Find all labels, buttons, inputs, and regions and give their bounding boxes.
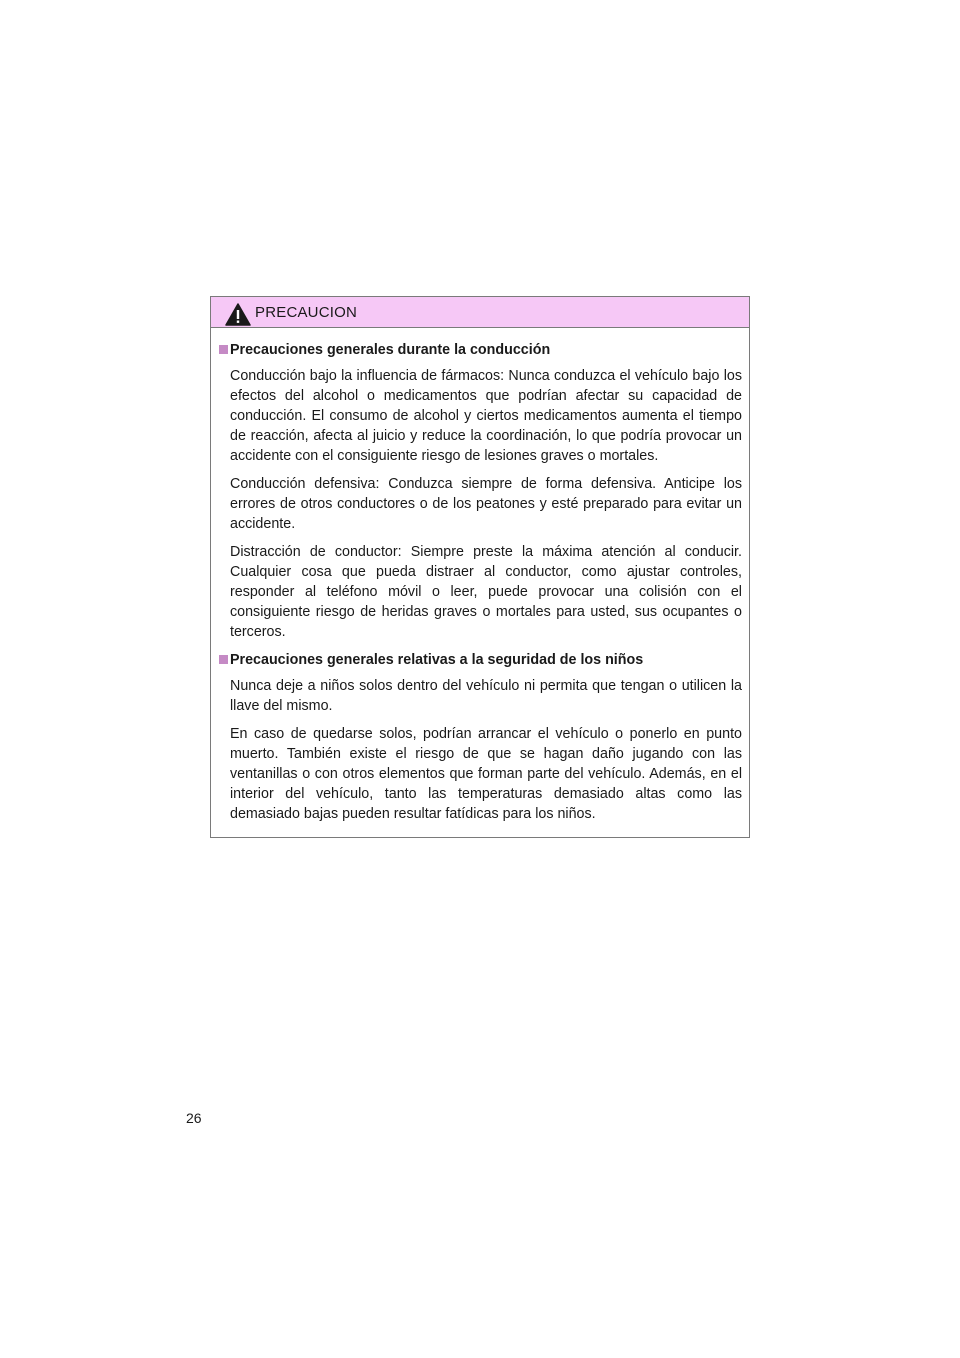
caution-box <box>210 296 750 838</box>
paragraph: Nunca deje a niños solos dentro del vehículo ni permita que tengan o utilicen la llave del mismo. <box>230 678 742 714</box>
warning-triangle-icon <box>225 303 251 326</box>
square-bullet-icon <box>219 345 228 354</box>
paragraph: En caso de quedarse solos, podrían arrancar el vehículo o ponerlo en punto muerto. También existe el riesgo de que se hagan daño jugando con las ventanillas o con otros elementos que forman parte del vehículo. Además, en el interior del vehículo, tanto las temperaturas demasiado altas como las demasiado bajas pueden resultar fatídicas para los niños. <box>230 726 742 822</box>
section-heading-text: Precauciones generales durante la conducción <box>230 342 551 358</box>
caution-title: PRECAUCION <box>255 304 358 321</box>
square-bullet-icon <box>219 655 228 664</box>
section-heading <box>219 650 742 670</box>
section-child-safety <box>219 650 742 824</box>
section-heading <box>219 340 742 360</box>
page-number: 26 <box>186 1110 202 1126</box>
section-driving-precautions <box>219 340 742 642</box>
section-heading-text: Precauciones generales relativas a la seguridad de los niños <box>230 652 644 668</box>
caution-body <box>211 328 749 824</box>
caution-header <box>211 297 749 328</box>
paragraph: Conducción defensiva: Conduzca siempre de forma defensiva. Anticipe los errores de otros conductores o de los peatones y esté preparado para evitar un accidente. <box>230 476 742 532</box>
paragraph: Distracción de conductor: Siempre preste la máxima atención al conducir. Cualquier cosa que pueda distraer al conductor, como ajustar controles, responder al teléfono móvil o leer, puede provocar una colisión con el consiguiente riesgo de heridas graves o mortales para usted, sus ocupantes o terceros. <box>230 544 742 640</box>
paragraph: Conducción bajo la influencia de fármacos: Nunca conduzca el vehículo bajo los efectos del alcohol o medicamentos que podrían afectar su capacidad de conducción. El consumo de alcohol y ciertos medicamentos aumenta el tiempo de reacción, afecta al juicio y reduce la coordinación, lo que podría provocar un accidente con el consiguiente riesgo de lesiones graves o mortales. <box>230 368 742 464</box>
